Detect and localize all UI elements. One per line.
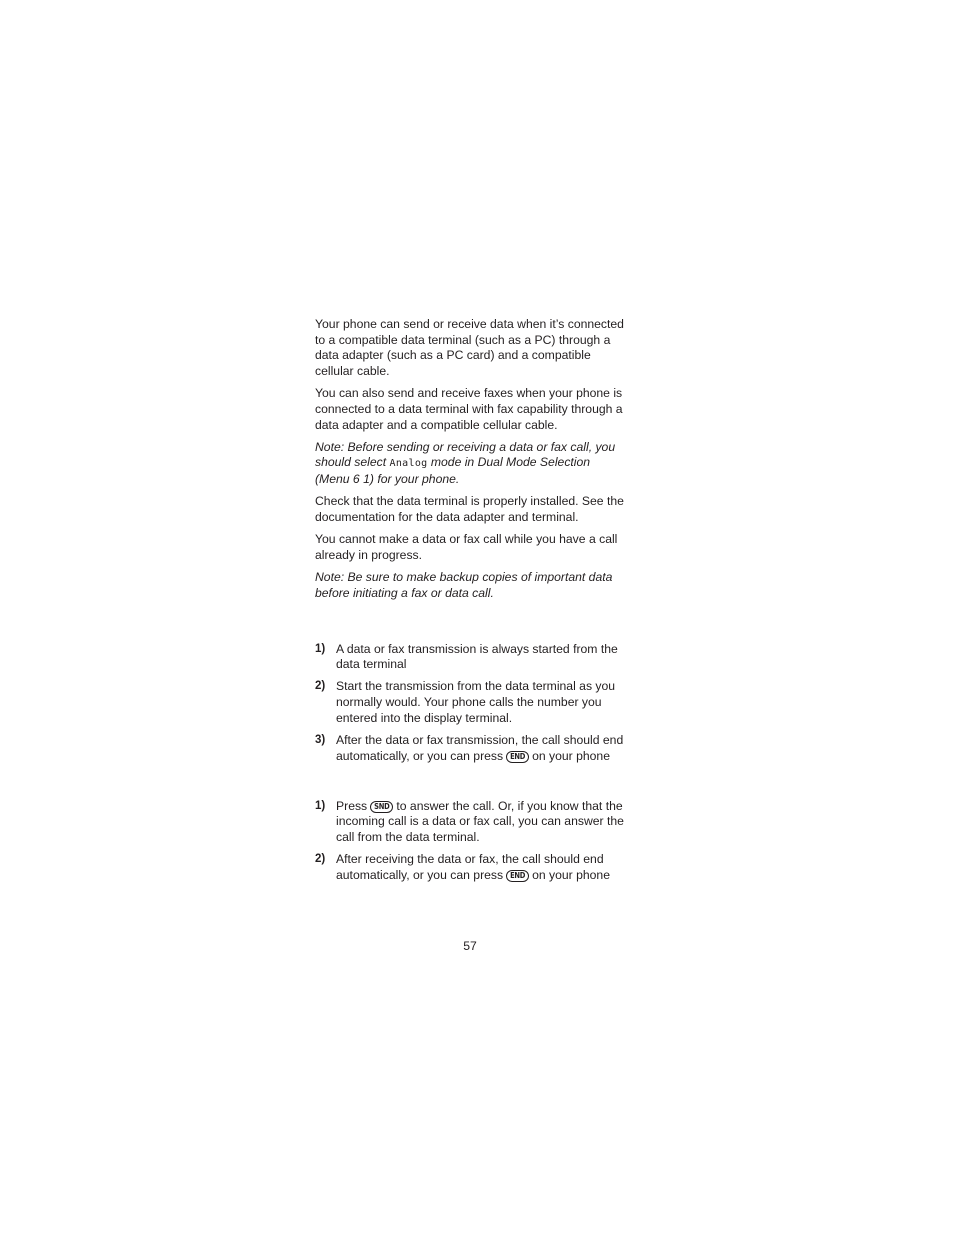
step-text-end: on your phone bbox=[532, 748, 610, 763]
note-text-start: Note: Before sending or receiving a data or fax call, you should select bbox=[315, 439, 616, 470]
snd-key-icon: SND bbox=[370, 801, 393, 813]
sending-steps-list bbox=[315, 642, 625, 765]
step-text bbox=[336, 799, 625, 846]
intro-paragraph-2: You can also send and receive faxes when your phone is connected to a data terminal with fax capability through a data adapter and a compatible cellular cable. bbox=[315, 386, 623, 432]
list-item bbox=[315, 733, 625, 764]
intro-paragraph-4: You cannot make a data or fax call while you have a call already in progress. bbox=[315, 532, 618, 562]
list-item bbox=[315, 852, 625, 883]
step-text-end: on your phone bbox=[532, 867, 610, 882]
section-spacer bbox=[315, 771, 625, 799]
step-text-start: After the data or fax transmission, the call should end automatically, or you can press bbox=[336, 732, 624, 763]
note-backup: Note: Be sure to make backup copies of important data before initiating a fax or data call. bbox=[315, 569, 613, 600]
step-number: 2) bbox=[315, 853, 326, 866]
step-text-end: to answer the call. Or, if you know that the incoming call is a data or fax call, you can answer the call from the data terminal. bbox=[336, 798, 624, 845]
section-spacer bbox=[315, 608, 625, 642]
note-analog-mode bbox=[315, 440, 625, 488]
end-key-icon: END bbox=[506, 870, 529, 882]
list-item bbox=[315, 679, 625, 726]
step-text-start: After receiving the data or fax, the call should end automatically, or you can press bbox=[336, 852, 604, 882]
step-number: 2) bbox=[315, 680, 326, 693]
receiving-steps-list bbox=[315, 799, 625, 884]
step-text bbox=[336, 733, 625, 764]
page-number: 57 bbox=[463, 939, 477, 953]
list-item bbox=[315, 642, 625, 673]
step-text: A data or fax transmission is always started from the data terminal bbox=[336, 641, 618, 672]
step-number: 3) bbox=[315, 733, 326, 746]
end-key-icon: END bbox=[506, 751, 529, 763]
step-text: Start the transmission from the data terminal as you normally would. Your phone calls the number you entered into the display terminal. bbox=[336, 679, 616, 725]
step-text bbox=[336, 852, 625, 883]
step-number: 1) bbox=[315, 642, 326, 655]
intro-paragraph-1: Your phone can send or receive data when it’s connected to a compatible data terminal (such as a PC) through a data adapter (such as a PC card) and a compatible cellular cable. bbox=[315, 317, 624, 379]
analog-mode-label: Analog bbox=[389, 458, 428, 470]
note-text-end: mode in Dual Mode Selection (Menu 6 1) for your phone. bbox=[315, 455, 591, 487]
page-content bbox=[315, 317, 625, 890]
step-number: 1) bbox=[315, 799, 326, 812]
intro-paragraph-3: Check that the data terminal is properly installed. See the documentation for the data adapter and terminal. bbox=[315, 494, 624, 524]
step-text-start: Press bbox=[336, 798, 368, 813]
list-item bbox=[315, 799, 625, 846]
